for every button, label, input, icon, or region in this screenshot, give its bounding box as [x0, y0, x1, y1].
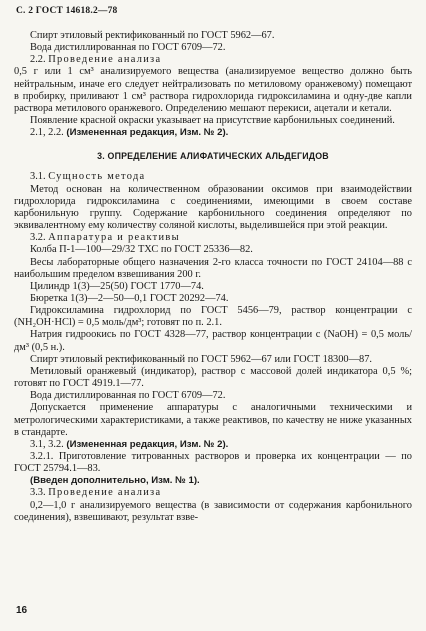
paragraph: Метод основан на количественном образовании оксимов при взаимодействии гидрохлорида гидроксиламина с соединениями, имеющими в своем составе карбонильную группу. Содержание карбонильного соединения определяют по эквивалентному ему количеству соляной кислоты, выделившейся при этой реакции. — [14, 183, 412, 232]
paragraph: Бюретка 1(3)—2—50—0,1 ГОСТ 20292—74. — [30, 292, 229, 304]
paragraph: Гидроксиламина гидрохлорид по ГОСТ 5456—79, раствор концентрации c (NH₂OH·HCl) = 0,5 моль/дм³; готовят по п. 2.1. — [14, 305, 412, 329]
paragraph: 3.2.1. Приготовление титрованных растворов и проверка их концентрации — по ГОСТ 25794.1—83. — [14, 451, 412, 475]
clause-heading: 3.1. Сущность метода — [30, 171, 146, 183]
clause-heading: 3.3. Проведение анализа — [30, 487, 162, 499]
paragraph: Вода дистиллированная по ГОСТ 6709—72. — [30, 42, 226, 54]
page-header: С. 2 ГОСТ 14618.2—78 — [16, 6, 118, 16]
amendment-note: 3.1, 3.2. (Измененная редакция, Изм. № 2). — [30, 438, 229, 450]
paragraph: 0,2—1,0 г анализируемого вещества (в зависимости от содержания карбонильного соединения), взвешивают, результат взве- — [14, 499, 412, 523]
clause-title: Проведение анализа — [48, 54, 162, 66]
clause-heading: 3.2. Аппаратура и реактивы — [30, 232, 180, 244]
paragraph: Вода дистиллированная по ГОСТ 6709—72. — [30, 390, 226, 402]
section-heading: 3. ОПРЕДЕЛЕНИЕ АЛИФАТИЧЕСКИХ АЛЬДЕГИДОВ — [97, 151, 329, 162]
clause-heading: 2.2. Проведение анализа — [30, 54, 162, 66]
paragraph: Спирт этиловый ректификованный по ГОСТ 5962—67 или ГОСТ 18300—87. — [30, 353, 372, 365]
paragraph: Натрия гидроокись по ГОСТ 4328—77, раствор концентрации c (NaOH) = 0,5 моль/дм³ (0,5 н.). — [14, 329, 412, 353]
paragraph: Появление красной окраски указывает на присутствие карбонильных соединений. — [30, 115, 395, 127]
paragraph: Весы лабораторные общего назначения 2-го класса точности по ГОСТ 24104—88 с наибольшим пределом взвешивания 200 г. — [14, 256, 412, 280]
paragraph: Колба П-1—100—29/32 ТХС по ГОСТ 25336—82. — [30, 244, 253, 256]
paragraph: Спирт этиловый ректификованный по ГОСТ 5962—67. — [30, 30, 275, 41]
paragraph: Допускается применение аппаратуры с аналогичными техническими и метрологическими характеристиками, а также реактивов, по качеству не ниже указанных в стандарте. — [14, 402, 412, 438]
clause-title: Проведение анализа — [48, 487, 162, 499]
clause-title: Аппаратура и реактивы — [48, 232, 180, 244]
amendment-note: 2.1, 2.2. (Измененная редакция, Изм. № 2). — [30, 127, 229, 139]
clause-title: Сущность метода — [48, 171, 146, 183]
paragraph: 0,5 г или 1 см³ анализируемого вещества (анализируемое вещество должно быть нейтральным, иначе его следует нейтрализовать по метиловому оранжевому) помещают в пробирку, приливают 1 см³ раствора гидрохлорида гидроксиламина и одну-две капли раствора метилового оранжевого. Определению мешают перекиси, ацетали и кетали. — [14, 66, 412, 114]
page-number: 16 — [16, 605, 28, 616]
paragraph: Цилиндр 1(3)—25(50) ГОСТ 1770—74. — [30, 280, 204, 292]
paragraph: Метиловый оранжевый (индикатор), раствор с массовой долей индикатора 0,5 %; готовят по ГОСТ 4919.1—77. — [14, 365, 412, 390]
amendment-note: (Введен дополнительно, Изм. № 1). — [30, 475, 200, 487]
